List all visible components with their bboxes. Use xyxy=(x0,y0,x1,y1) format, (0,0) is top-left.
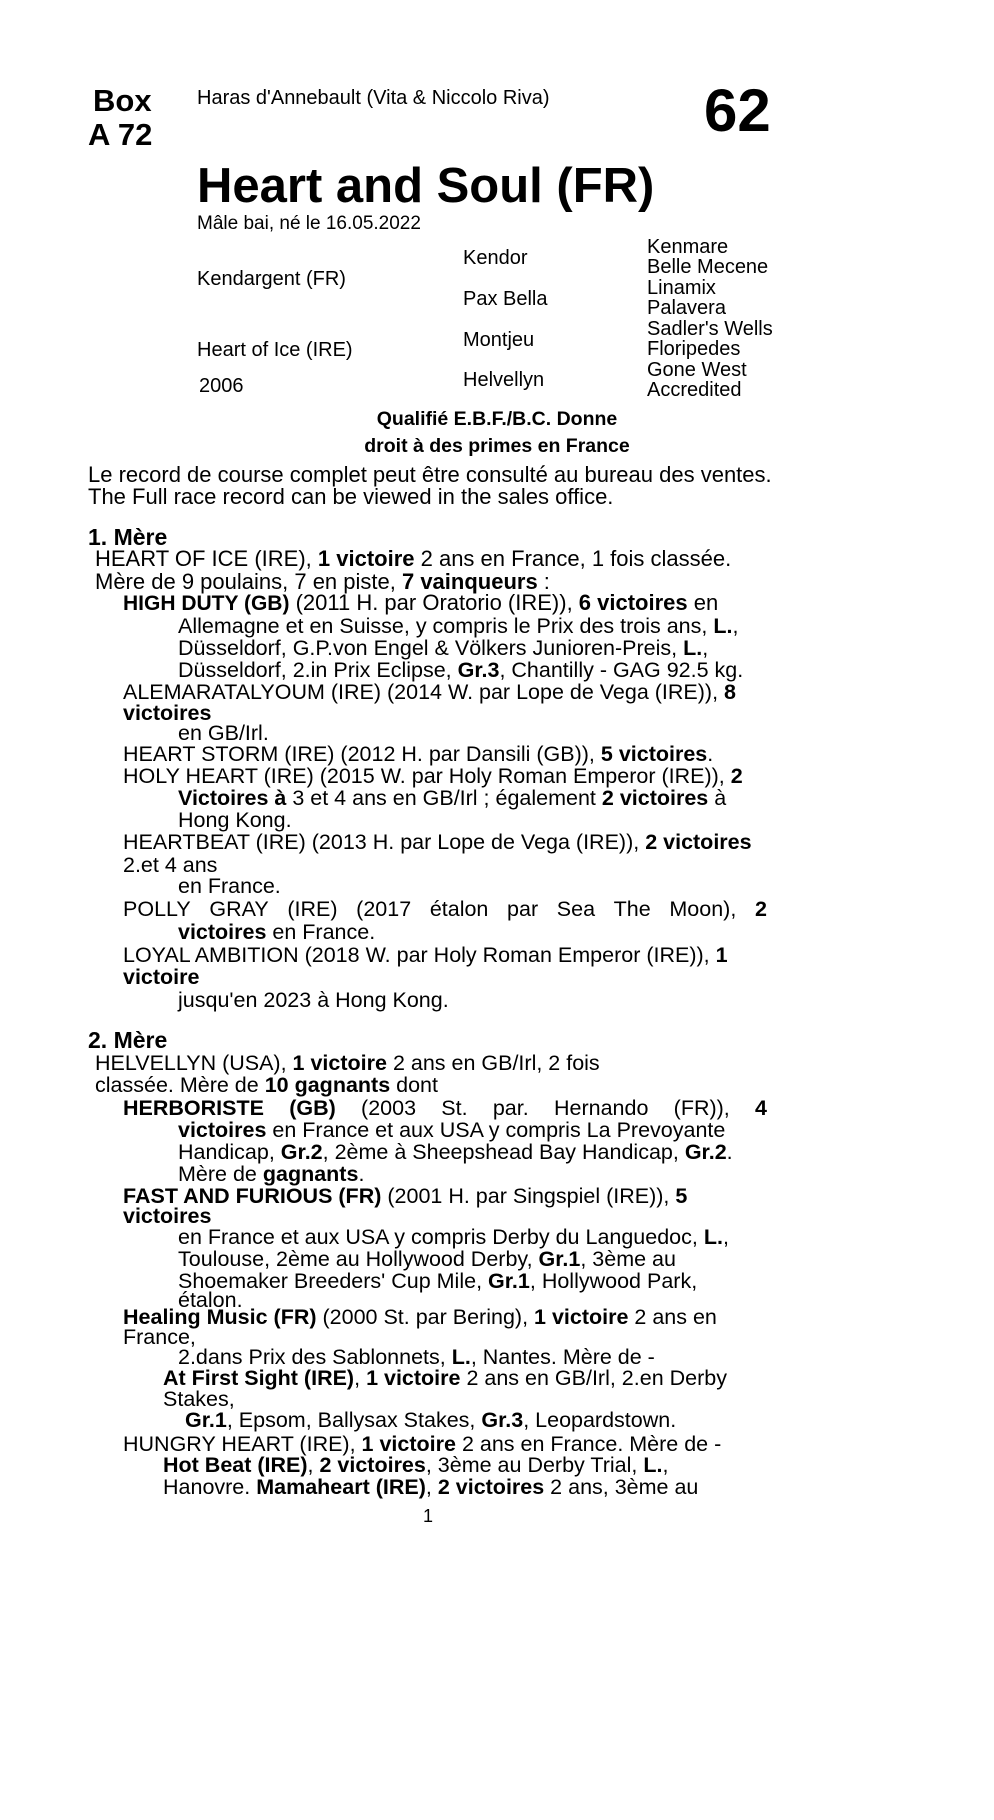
pedigree-g8: Accredited xyxy=(647,379,742,401)
section-heading-2: 2. Mère xyxy=(88,1027,168,1053)
pedigree-dam: Heart of Ice (IRE) xyxy=(197,339,353,361)
horse-description: Mâle bai, né le 16.05.2022 xyxy=(197,213,421,234)
pedigree-sire: Kendargent (FR) xyxy=(197,268,346,290)
box-label: Box xyxy=(93,83,152,118)
pedigree-g4: Palavera xyxy=(647,297,726,319)
breeder: Haras d'Annebault (Vita & Niccolo Riva) xyxy=(197,87,550,109)
intro-english: The Full race record can be viewed in the sales office. xyxy=(88,484,614,509)
pedigree-g7: Gone West xyxy=(647,359,747,381)
pedigree-dam-sire: Montjeu xyxy=(463,329,535,351)
pedigree-g5: Sadler's Wells xyxy=(647,318,773,340)
page-number: 1 xyxy=(423,1506,434,1526)
intro-french: Le record de course complet peut être consulté au bureau des ventes. xyxy=(88,462,772,487)
lot-number: 62 xyxy=(704,77,771,144)
pedigree-sire-sire: Kendor xyxy=(463,247,528,269)
section-heading-1: 1. Mère xyxy=(88,524,168,550)
pedigree-sire-dam: Pax Bella xyxy=(463,288,548,310)
pedigree-g6: Floripedes xyxy=(647,338,741,360)
horse-name: Heart and Soul (FR) xyxy=(197,159,655,213)
pedigree-dam-dam: Helvellyn xyxy=(463,369,545,391)
first-dam-paragraph: HEART OF ICE (IRE), 1 victoire 2 ans en France, 1 fois classée. Mère de 9 poulains, 7 en piste, 7 vainqueurs : xyxy=(95,546,732,594)
qualification-line-1: Qualifié E.B.F./B.C. Donne xyxy=(376,408,618,430)
box-number: A 72 xyxy=(88,117,153,152)
pedigree-g1: Kenmare xyxy=(647,236,729,258)
qualification-line-2: droit à des primes en France xyxy=(364,435,630,457)
pedigree-g2: Belle Mecene xyxy=(647,256,769,278)
pedigree-dam-year: 2006 xyxy=(199,375,244,397)
pedigree-g3: Linamix xyxy=(647,277,716,299)
